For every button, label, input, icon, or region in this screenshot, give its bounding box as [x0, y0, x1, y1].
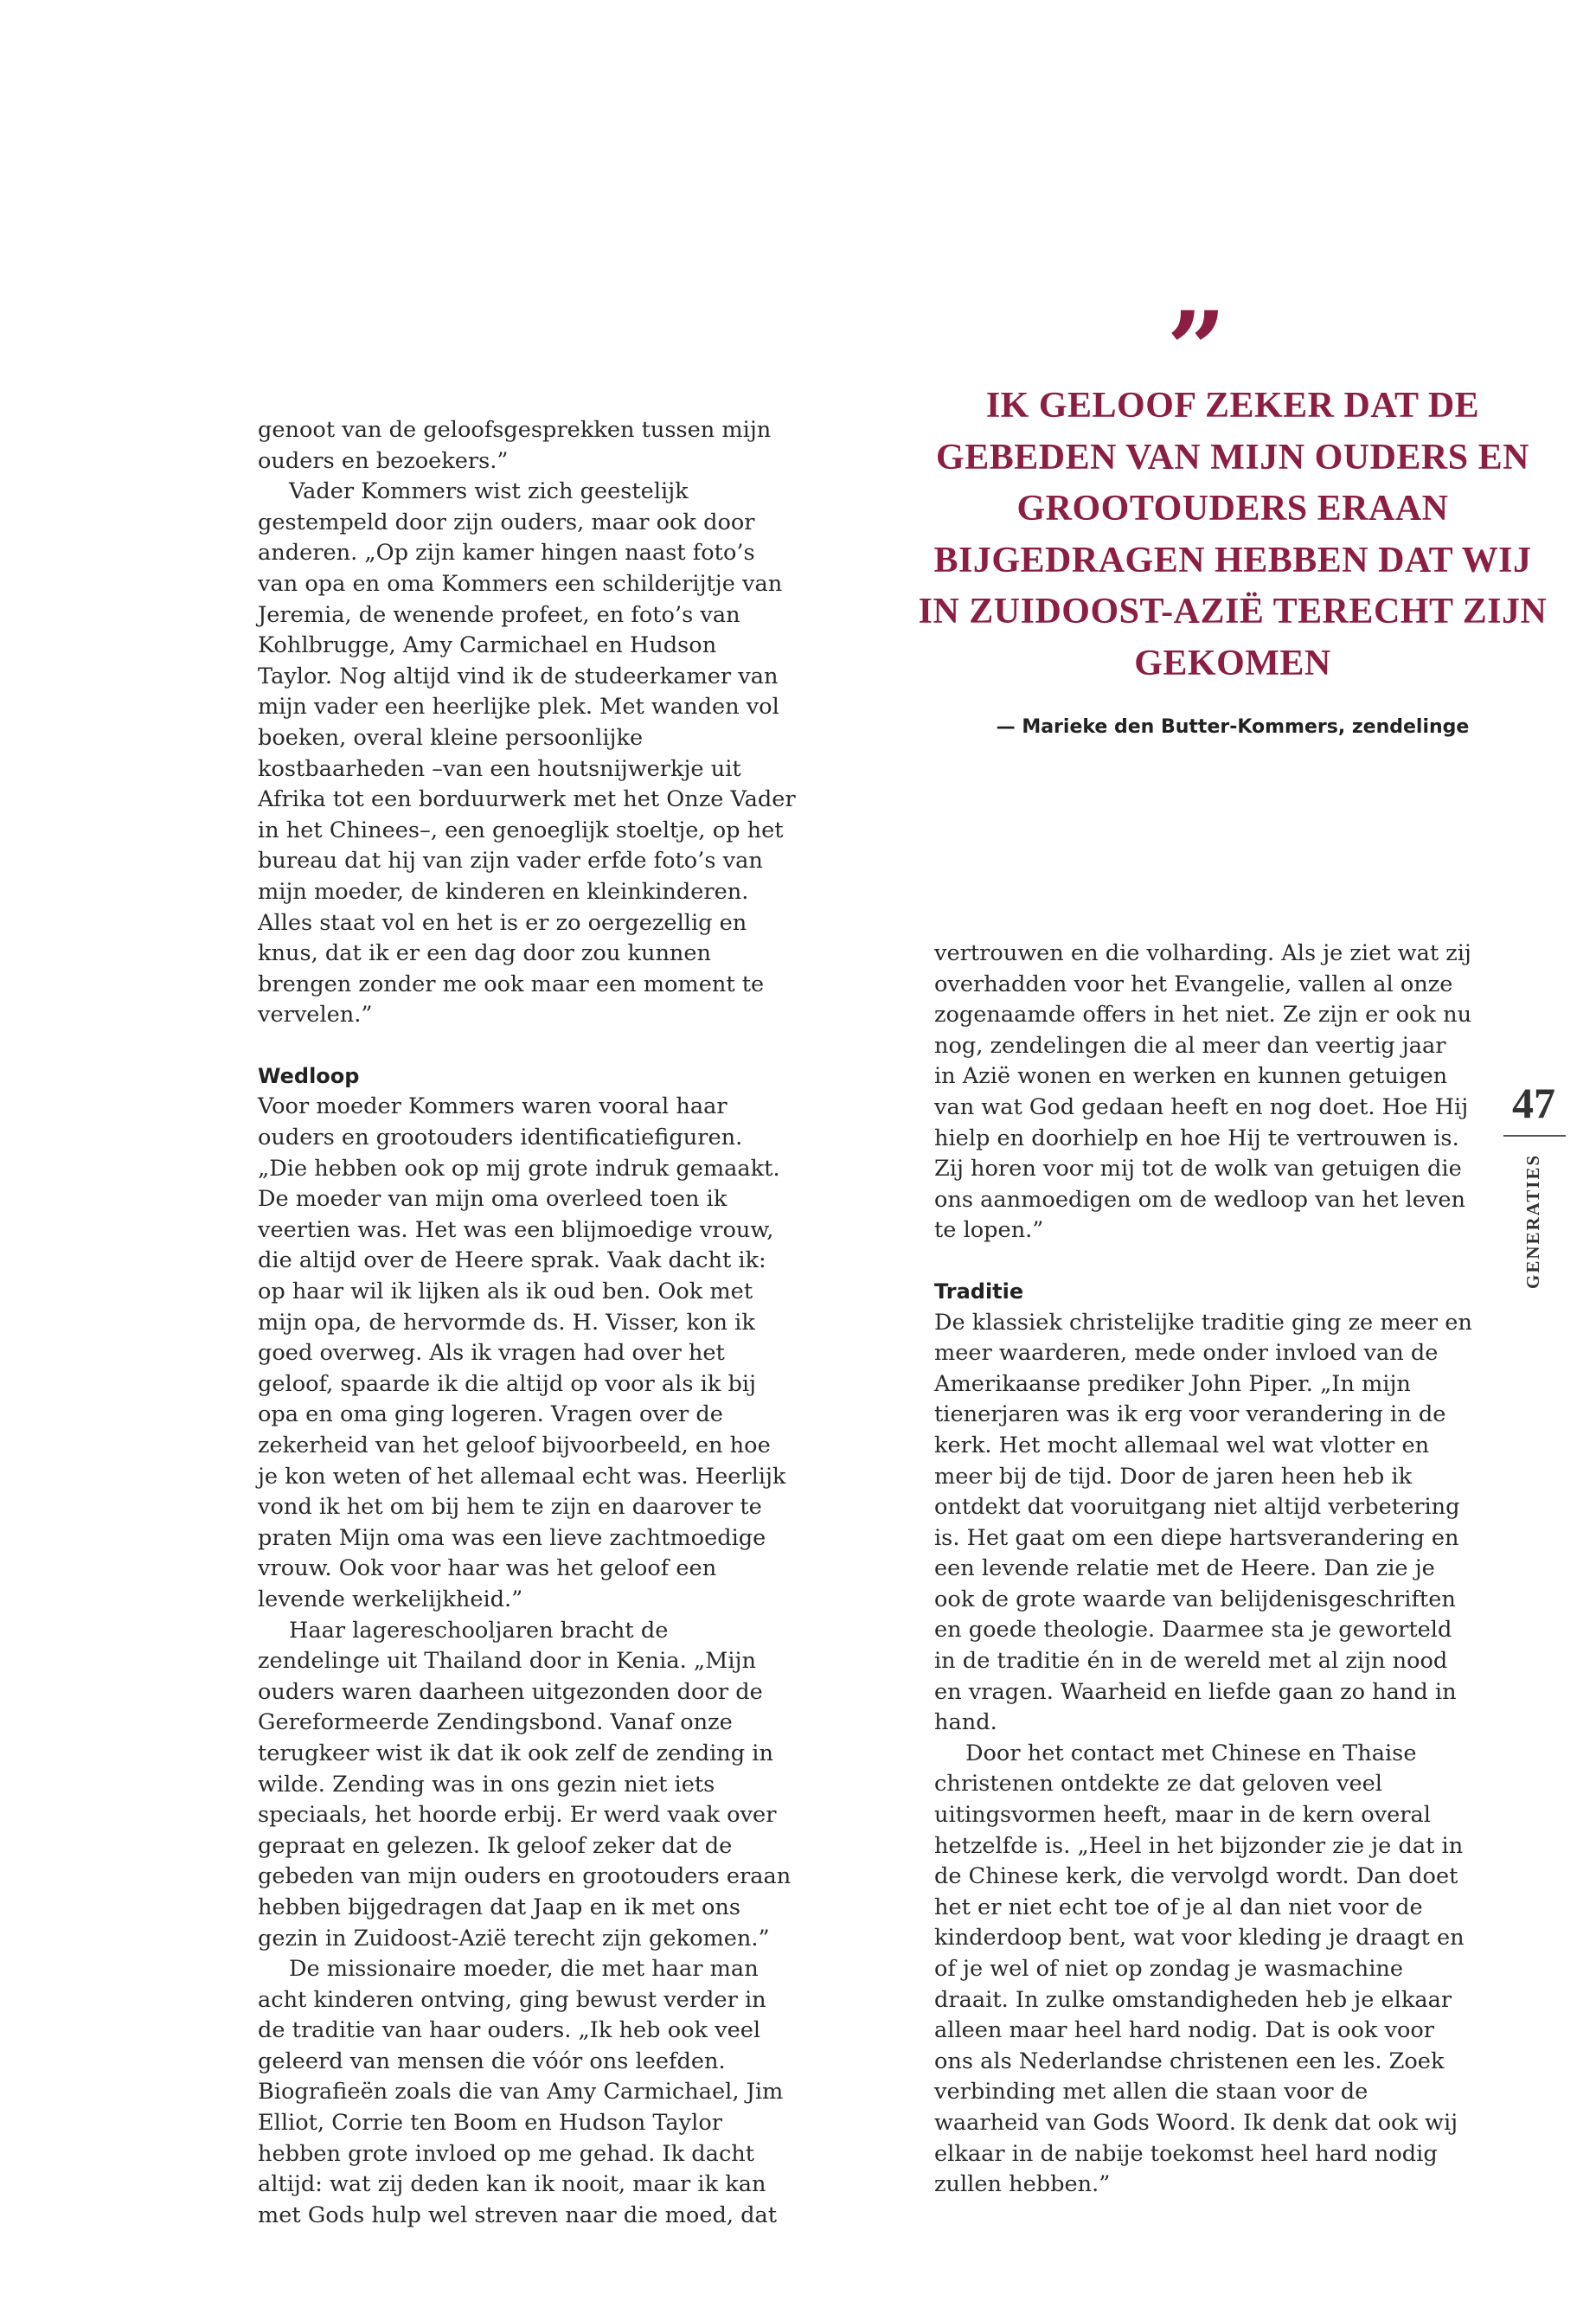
- quote-attribution: — Marieke den Butter-Kommers, zendelinge: [996, 716, 1470, 738]
- section-label: GENERATIES: [1522, 1153, 1543, 1289]
- paragraph: De klassiek christelijke traditie ging ze meer en meer waarderen, mede onder invloed van de Amerikaanse prediker John Piper. „In mijn tienerjaren was ik erg voor verandering in de kerk. Het mocht allemaal wel wat vlotter en meer bij de tijd. Door de jaren heen heb ik ontdekt dat vooruitgang niet altijd verbetering is. Het gaat om een diepe hartsverandering en een levende relatie met de Heere. Dan zie je ook de grote waarde van belijdenisgeschriften en goede theologie. Daarmee sta je geworteld in de traditie én in de wereld met al zijn nood en vragen. Waarheid en liefde gaan zo hand in hand.: [934, 1309, 1472, 1736]
- paragraph: Voor moeder Kommers waren vooral haar ouders en grootouders identificatiefiguren. „Die hebben ook op mij grote indruk gemaakt. De moeder van mijn oma overleed toen ik veertien was. Het was een blijmoedige vrouw, die altijd over de Heere sprak. Vaak dacht ik: op haar wil ik lijken als ik oud ben. Ook met mijn opa, de hervormde ds. H. Visser, kon ik goed overweg. Als ik vragen had over het geloof, spaarde ik die altijd op voor als ik bij opa en oma ging logeren. Vragen over de zekerheid van het geloof bijvoorbeeld, en hoe je kon weten of het allemaal echt was. Heerlijk vond ik het om bij hem te zijn en daarover te praten Mijn oma was een lieve zachtmoedige vrouw. Ook voor haar was het geloof een levende werkelijkheid.”: [258, 1093, 786, 1612]
- right-text-column: [934, 939, 1472, 2201]
- section-heading-traditie: Traditie: [934, 1279, 1024, 1304]
- page-number: 47: [1512, 1079, 1555, 1127]
- paragraph: vertrouwen en die volharding. Als je ziet wat zij overhadden voor het Evangelie, vallen al onze zogenaamde offers in het niet. Ze zijn er ook nu nog, zendelingen die al meer dan veertig jaar in Azië wonen en werken en kunnen getuigen van wat God gedaan heeft en nog doet. Hoe Hij hielp en doorhielp en hoe Hij te vertrouwen is. Zij horen voor mij tot de wolk van getuigen die ons aanmoedigen om de wedloop van het leven te lopen.”: [934, 940, 1472, 1244]
- paragraph: Vader Kommers wist zich geestelijk gestempeld door zijn ouders, maar ook door anderen. „Op zijn kamer hingen naast foto’s van opa en oma Kommers een schilderijtje van Jeremia, de wenende profeet, en foto’s van Kohlbrugge, Amy Carmichael en Hudson Taylor. Nog altijd vind ik de studeerkamer van mijn vader een heerlijke plek. Met wanden vol boeken, overal kleine persoonlijke kostbaarheden –van een houtsnijwerkje uit Afrika tot een borduurwerk met het Onze Vader in het Chinees–, een genoeglijk stoeltje, op het bureau dat hij van zijn vader erfde foto’s van mijn moeder, de kinderen en kleinkinderen. Alles staat vol en het is er zo oergezellig en knus, dat ik er een dag door zou kunnen brengen zonder me ook maar een moment te vervelen.”: [258, 478, 796, 1029]
- paragraph: Door het contact met Chinese en Thaise christenen ontdekte ze dat geloven veel uitingsvormen heeft, maar in de kern overal hetzelfde is. „Heel in het bijzonder zie je dat in de Chinese kerk, die vervolgd wordt. Dan doet het er niet echt toe of je al dan niet voor de kinderdoop bent, wat voor kleding je draagt en of je wel of niet op zondag je wasmachine draait. In zulke omstandigheden heb je elkaar alleen maar heel hard nodig. Dat is ook voor ons als Nederlandse christenen een les. Zoek verbinding met allen die staan voor de waarheid van Gods Woord. Ik denk dat ook wij elkaar in de nabije toekomst heel hard nodig zullen hebben.”: [934, 1740, 1465, 2198]
- paragraph: Haar lagereschooljaren bracht de zendelinge uit Thailand door in Kenia. „Mijn ouders waren daarheen uitgezonden door de Gereformeerde Zendingsbond. Vanaf onze terugkeer wist ik dat ik ook zelf de zending in wilde. Zending was in ons gezin niet iets speciaals, het hoorde erbij. Er werd vaak over gepraat en gelezen. Ik geloof zeker dat de gebeden van mijn ouders en grootouders eraan hebben bijgedragen dat Jaap en ik met ons gezin in Zuidoost-Azië terecht zijn gekomen.”: [258, 1617, 792, 1952]
- paragraph: genoot van de geloofsgesprekken tussen mijn ouders en bezoekers.”: [258, 417, 772, 474]
- section-heading-wedloop: Wedloop: [258, 1063, 360, 1088]
- paragraph: De missionaire moeder, die met haar man acht kinderen ontving, ging bewust verder in de traditie van haar ouders. „Ik heb ook veel geleerd van mensen die vóór ons leefden. Biografieën zoals die van Amy Carmichael, Jim Elliot, Corrie ten Boom en Hudson Taylor hebben grote invloed op me gehad. Ik dacht altijd: wat zij deden kan ik nooit, maar ik kan met Gods hulp wel streven naar die moed, dat: [258, 1956, 784, 2228]
- quote-mark: ”: [1166, 289, 1227, 411]
- pull-quote: IK GELOOF ZEKER DAT DE GEBEDEN VAN MIJN OUDERS EN GROOTOUDERS ERAAN BIJGEDRAGEN HEBBEN DAT WIJ IN ZUIDOOST-AZIË TERECHT ZIJN GEKOMEN: [918, 386, 1548, 683]
- page-number-divider: [1503, 1135, 1566, 1137]
- left-text-column: [258, 415, 796, 2231]
